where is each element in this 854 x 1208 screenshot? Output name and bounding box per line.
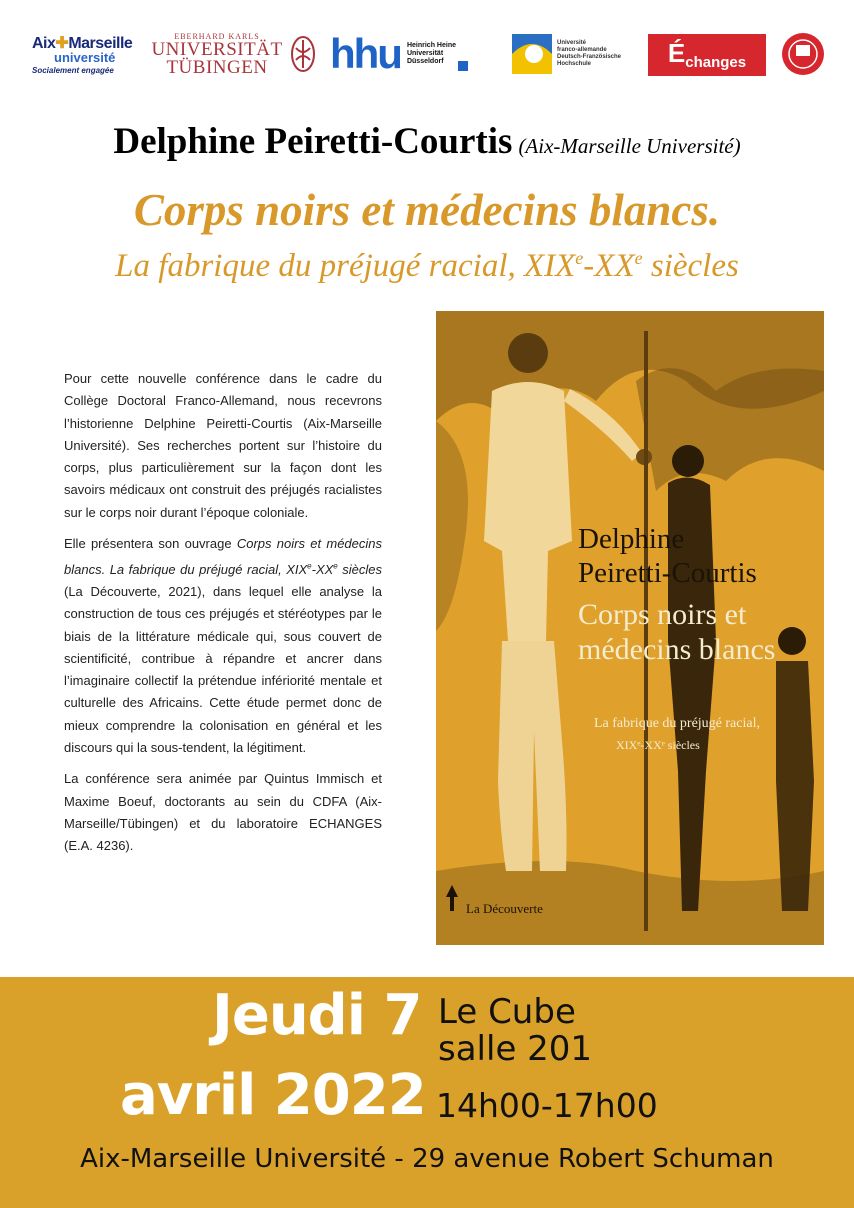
hhu-line3: Düsseldorf	[406, 58, 444, 65]
cover-subtitle-2: XIXᵉ-XXᵉ siècles	[616, 738, 700, 752]
hhu-line1: Heinrich Heine	[406, 42, 456, 49]
amu-logo	[32, 28, 144, 80]
amu-logo-aix: Aix	[32, 35, 56, 52]
book-reference: Corps noirs et médecins blancs. La fabrique du préjugé racial, XIXe-XXe siècles	[64, 536, 383, 577]
speaker-affiliation: (Aix-Marseille Université)	[518, 134, 741, 158]
amu-logo-marseille: Marseille	[68, 35, 133, 52]
tubingen-line3: TÜBINGEN	[166, 56, 268, 78]
tubingen-seal-icon	[288, 28, 318, 80]
event-date-day: Jeudi 7	[212, 983, 422, 1048]
echanges-logo	[648, 34, 766, 76]
book-subtitle: La fabrique du préjugé racial, XIXe-XXe siècles	[115, 248, 739, 284]
tubingen-line2: UNIVERSITÄT	[151, 38, 283, 60]
hhu-square-icon	[458, 61, 468, 71]
cover-author-last: Peiretti-Courtis	[578, 557, 757, 589]
dfh-logo	[512, 28, 638, 80]
description-text	[64, 368, 382, 867]
description-paragraph-3: La conférence sera animée par Quintus Immisch et Maxime Boeuf, doctorants au sein du CDFA (Aix-Marseille/Tübingen) et du laboratoire ECHANGES (E.A. 4236).	[64, 771, 382, 854]
amu-plus-icon: ✚	[55, 35, 69, 52]
dfh-mark-icon	[512, 34, 552, 74]
cover-publisher: La Découverte	[466, 901, 543, 916]
dfh-line4: Hochschule	[557, 61, 592, 67]
event-venue: Le Cube	[438, 992, 576, 1032]
event-time: 14h00-17h00	[436, 1086, 658, 1125]
dfh-line2: franco-allemande	[557, 47, 607, 53]
tubingen-logo	[151, 28, 283, 80]
book-title: Corps noirs et médecins blancs.	[133, 185, 721, 235]
cover-author-first: Delphine	[578, 523, 685, 555]
amu-logo-universite: université	[54, 50, 116, 65]
cover-title: Corps noirs et médecins blancs	[578, 598, 776, 666]
book-cover	[436, 311, 824, 945]
description-paragraph-1: Pour cette nouvelle conférence dans le cadre du Collège Doctoral Franco-Allemand, nous recevrons l’historienne Delphine Peiretti-Courtis (Aix-Marseille Université). Ses recherches portent sur l’histoire du corps, plus particulièrement sur la façon dont les savoirs médicaux ont construit des préjugés racialistes sur le corps noir durant l’époque coloniale.	[64, 371, 382, 520]
amu-logo-tagline: Socialement engagée	[32, 66, 114, 75]
hhu-logo	[330, 28, 495, 80]
dfh-line3: Deutsch-Französische	[557, 54, 622, 60]
event-room: salle 201	[438, 1029, 593, 1069]
partner-logos	[0, 28, 854, 84]
provence-seal-icon	[780, 31, 826, 77]
echanges-text: changes	[685, 53, 747, 71]
description-paragraph-2: Elle présentera son ouvrage Corps noirs et médecins blancs. La fabrique du préjugé racial, XIXe-XXe siècles (La Découverte, 2021), dans lequel elle analyse la construction de tous ces préjugés et stéréotypes par le biais de la littérature médicale qui, sous couvert de scientificité, contribue à répandre et ancrer dans l’imaginaire collectif la prétendue infériorité mentale et culturelle des Africains. Cette étude permet donc de mieux comprendre la colonisation en général et les discours qui la sous-tendent, la légitiment.	[64, 536, 383, 756]
speaker-name: Delphine Peiretti-Courtis	[113, 121, 513, 162]
event-address: Aix-Marseille Université - 29 avenue Robert Schuman	[80, 1144, 774, 1174]
cover-subtitle-1: La fabrique du préjugé racial,	[594, 716, 760, 731]
tubingen-line1: EBERHARD KARLS	[174, 31, 260, 41]
hhu-mark: hhu	[330, 30, 401, 77]
dfh-line1: Université	[557, 40, 587, 46]
speaker-heading	[0, 120, 854, 163]
hhu-line2: Universität	[406, 50, 444, 57]
echanges-initial: É	[667, 37, 686, 68]
provence-logo	[780, 28, 826, 80]
event-date-month-year: avril 2022	[120, 1063, 426, 1128]
